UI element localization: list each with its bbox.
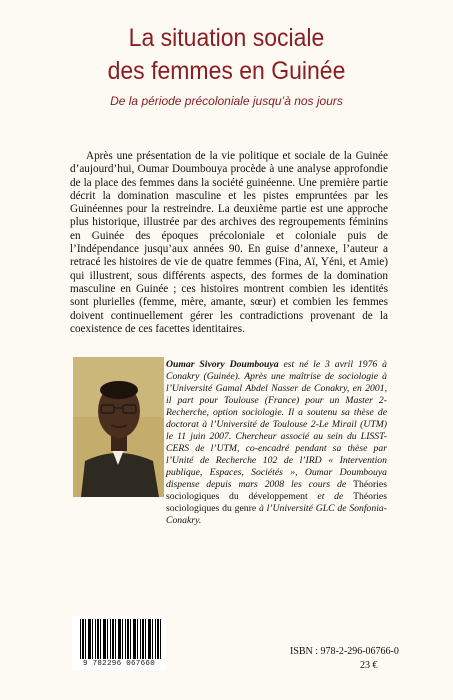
bio-course-2: Théories sociologiques du genre <box>166 491 387 514</box>
book-title <box>18 22 435 88</box>
author-photo <box>73 357 164 497</box>
title-line-1: La situation sociale <box>128 24 325 52</box>
barcode-bars <box>80 619 162 659</box>
back-cover-summary: Après une présentation de la vie politique et sociale de la Guinée d’aujourd’hui, Oumar Doumbouya procède à une analyse approfondie de la place des femmes dans la société guinéenne. Une première partie décrit la domination masculine et les pistes empruntées par les Guinéennes pour la restreindre. La deuxième partie est une approche plus historique, illustrée par des archives des regroupements féminins en Guinée des époques précoloniale et coloniale puis de l’Indépendance jusqu’aux années 90. En guise d’annexe, l’auteur a retracé les histoires de vie de quatre femmes (Fina, Aï, Yéni, et Amie) qui illustrent, sous différents aspects, des formes de la domination masculine en Guinée ; ces histoires montrent combien les identités sont plurielles (femme, mère, amante, sœur) et combien les femmes doivent continuellement gérer les contradictions provenant de la coexistence de ces facettes identitaires. <box>70 150 388 335</box>
bio-text-1: est né le 3 avril 1976 à Conakry (Guinée). Après une maîtrise de sociologie à l’Université Gamal Abdel Nasser de Conakry, en 2001, il part pour Toulouse (France) pour un Master 2-Recherche, option sociologie. Il a soutenu sa thèse de doctorat à l’Université de Toulouse 2-Le Mirail (UTM) le 11 juin 2007. Chercheur associé au sein du LISST-CERS de l’UTM, co-encadré pendant sa thèse par l’Unité de Recherche 102 de l’IRD « Intervention publique, Espaces, Sociétés », Oumar Doumbouya dispense depuis mars 2008 les cours de <box>166 359 387 490</box>
title-line-2: des femmes en Guinée <box>107 57 346 85</box>
price: 23 € <box>360 660 378 671</box>
isbn: ISBN : 978-2-296-06766-0 <box>290 646 399 657</box>
bio-course-1: Théories sociologiques du développement <box>166 479 387 502</box>
book-subtitle: De la période précoloniale jusqu’à nos jours <box>110 94 343 108</box>
barcode-number: 9 782296 067660 <box>82 660 155 668</box>
barcode <box>72 616 166 670</box>
author-name: Oumar Sivory Doumbouya <box>166 359 279 370</box>
bio-text-2: et de <box>307 491 354 502</box>
bio-text-3: à l’Université GLC de Sonfonia-Conakry. <box>166 503 387 526</box>
author-biography <box>166 359 387 527</box>
